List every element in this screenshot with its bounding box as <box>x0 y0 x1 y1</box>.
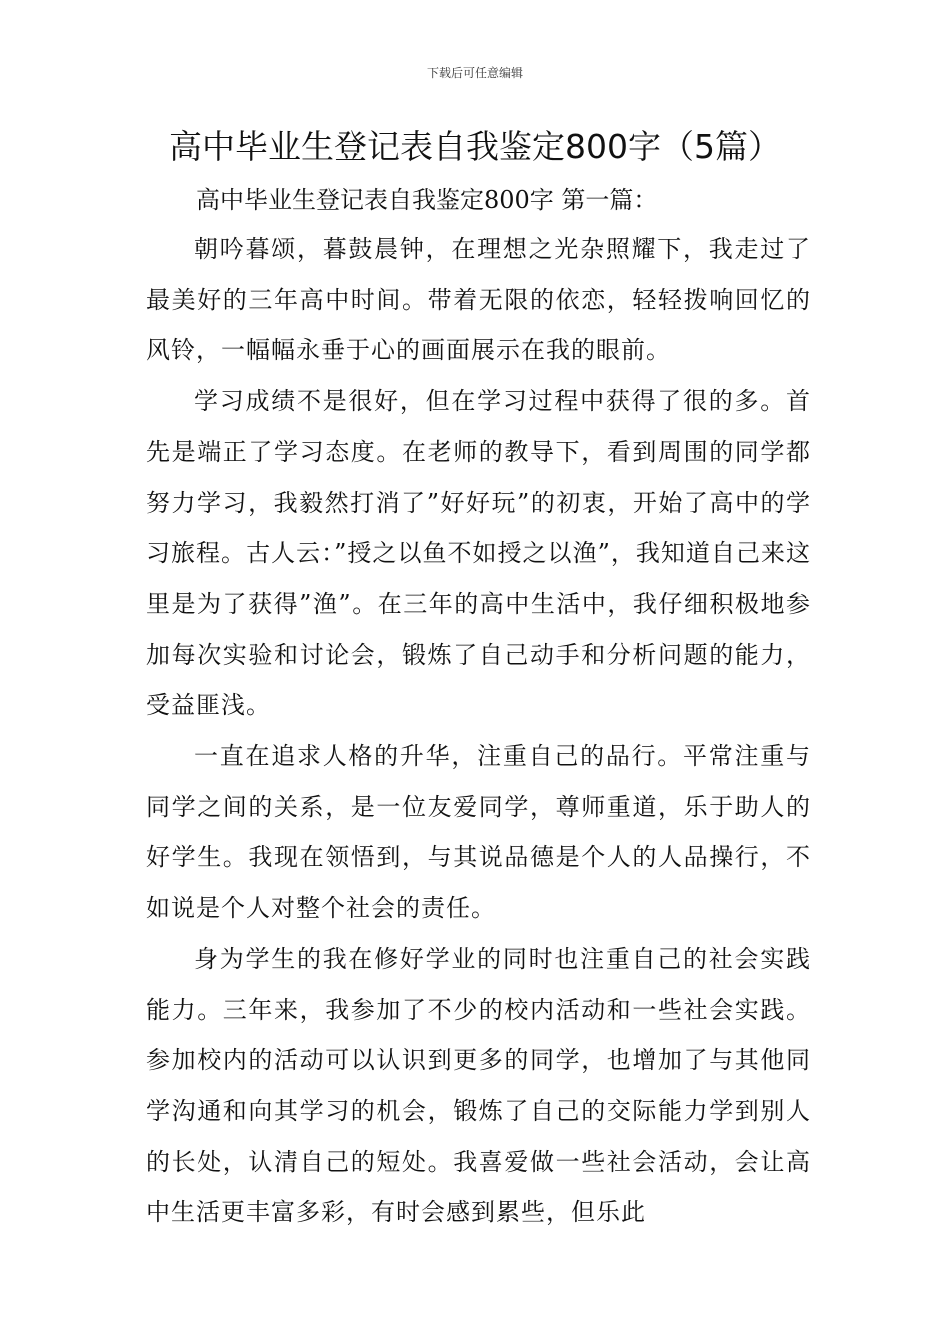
paragraph-2: 学习成绩不是很好，但在学习过程中获得了很的多。首先是端正了学习态度。在老师的教导下，看到周围的同学都努力学习，我毅然打消了”好好玩”的初衷，开始了高中的学习旅程。古人云：”授之以鱼不如授之以渔”，我知道自己来这里是为了获得”渔”。在三年的高中生活中，我仔细积极地参加每次实验和讨论会，锻炼了自己动手和分析问题的能力，受益匪浅。 <box>146 387 811 720</box>
document-title: 高中毕业生登记表自我鉴定800字（5篇） <box>169 127 781 166</box>
header-note: 下载后可任意编辑 <box>426 66 523 80</box>
body-text <box>146 224 811 1238</box>
paragraph-1: 朝吟暮颂，暮鼓晨钟，在理想之光杂照耀下，我走过了最美好的三年高中时间。带着无限的依恋，轻轻拨响回忆的风铃，一幅幅永垂于心的画面展示在我的眼前。 <box>146 235 811 365</box>
section-heading: 高中毕业生登记表自我鉴定800字 第一篇： <box>196 186 658 214</box>
paragraph-4: 身为学生的我在修好学业的同时也注重自己的社会实践能力。三年来，我参加了不少的校内活动和一些社会实践。参加校内的活动可以认识到更多的同学，也增加了与其他同学沟通和向其学习的机会，锻炼了自己的交际能力学到别人的长处，认清自己的短处。我喜爱做一些社会活动，会让高中生活更丰富多彩，有时会感到累些，但乐此 <box>146 944 811 1227</box>
paragraph-3: 一直在追求人格的升华，注重自己的品行。平常注重与同学之间的关系，是一位友爱同学，尊师重道，乐于助人的好学生。我现在领悟到，与其说品德是个人的人品操行，不如说是个人对整个社会的责任。 <box>146 742 811 923</box>
